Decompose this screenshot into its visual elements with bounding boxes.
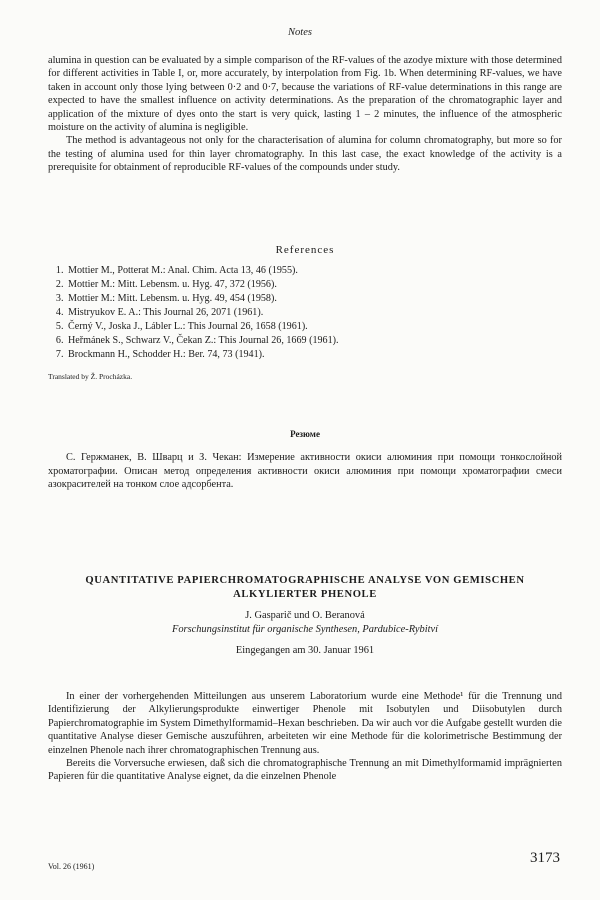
article-title-line1: QUANTITATIVE PAPIERCHROMATOGRAPHISCHE ANALYSE VON GEMISCHEN (85, 575, 525, 586)
reference-item: 2. Mottier M.: Mitt. Lebensm. u. Hyg. 47, 372 (1956). (66, 278, 562, 292)
resume-section (48, 428, 562, 492)
running-head: Notes (288, 27, 312, 38)
article-body (48, 690, 562, 784)
reference-item: 4. Mistryukov E. A.: This Journal 26, 2071 (1961). (66, 306, 562, 320)
reference-item: 6. Heřmánek S., Schwarz V., Čekan Z.: This Journal 26, 1669 (1961). (66, 334, 562, 348)
article-title-line2: ALKYLIERTER PHENOLE (233, 589, 377, 600)
reference-item: 1. Mottier M., Potterat M.: Anal. Chim. Acta 13, 46 (1955). (66, 264, 562, 278)
references-section (48, 244, 562, 384)
resume-text: С. Гержманек, В. Шварц и З. Чекан: Измерение активности окиси алюминия при помощи тонкослойной хроматографии. Описан метод определения активности окиси алюминия при помощи хроматографии смеси азокрасителей на тонком слое адсорбента. (48, 452, 562, 491)
top-text-block (48, 54, 562, 175)
paragraph-continuation: alumina in question can be evaluated by a simple comparison of the RF-values of the azodye mixture with those determined for different activities in Table I, or, more accurately, by interpolation from Fig. 1b. When determining RF-values, we have taken in account only those lying between 0·2 and 0·7, because the variations of RF-value determinations in this range are expected to have the smallest influence on activity determinations. As the preparation of the chromatographic layer and application of the mixture of dyes onto the start is very quick, lasting 1 – 2 minutes, the influence of the atmospheric moisture on the activity of alumina is negligible. (48, 55, 562, 134)
article-received: Eingegangen am 30. Januar 1961 (235, 645, 375, 656)
page-number: 3173 (530, 850, 560, 866)
reference-item: 3. Mottier M.: Mitt. Lebensm. u. Hyg. 49, 454 (1958). (66, 292, 562, 306)
reference-item: 5. Černý V., Joska J., Lábler L.: This Journal 26, 1658 (1961). (66, 320, 562, 334)
references-title: References (275, 244, 335, 256)
article-authors: J. Gasparič und O. Beranová (245, 610, 365, 621)
resume-title: Резюме (290, 429, 320, 439)
translator-note: Translated by Ž. Procházka. (48, 372, 133, 382)
paragraph-method: The method is advantageous not only for the characterisation of alumina for column chromatography, but more so for the testing of alumina used for thin layer chromatography. In this last case, the exact knowledge of the activity is a prerequisite for obtainment of reproducible RF-values of the compounds under study. (48, 135, 562, 174)
article-paragraph: In einer der vorhergehenden Mitteilungen aus unserem Laboratorium wurde eine Methode¹ für die Trennung und Identifizierung der Alkylierungsprodukte einwertiger Phenole mit Isobutylen und Diisobutylen durch Papierchromatographie im System Dimethylformamid–Hexan beschrieben. Da wir auch vor die Aufgabe gestellt wurden die quantitative Analyse dieser Gemische auszuführen, arbeiteten wir eine Methode für die kolorimetrische Bestimmung der einzelnen Phenole nach ihrer chromatographischen Trennung aus. (48, 691, 562, 756)
references-list (48, 264, 562, 362)
article-header (48, 574, 562, 658)
article-affiliation: Forschungsinstitut für organische Synthesen, Pardubice-Rybitví (172, 624, 438, 635)
article-paragraph: Bereits die Vorversuche erwiesen, daß sich die chromatographische Trennung an mit Dimethylformamid imprägnierten Papieren für die quantitative Analyse eignet, da die einzelnen Phenole (48, 758, 562, 783)
reference-item: 7. Brockmann H., Schodder H.: Ber. 74, 73 (1941). (66, 348, 562, 362)
journal-volume: Vol. 26 (1961) (48, 862, 95, 871)
